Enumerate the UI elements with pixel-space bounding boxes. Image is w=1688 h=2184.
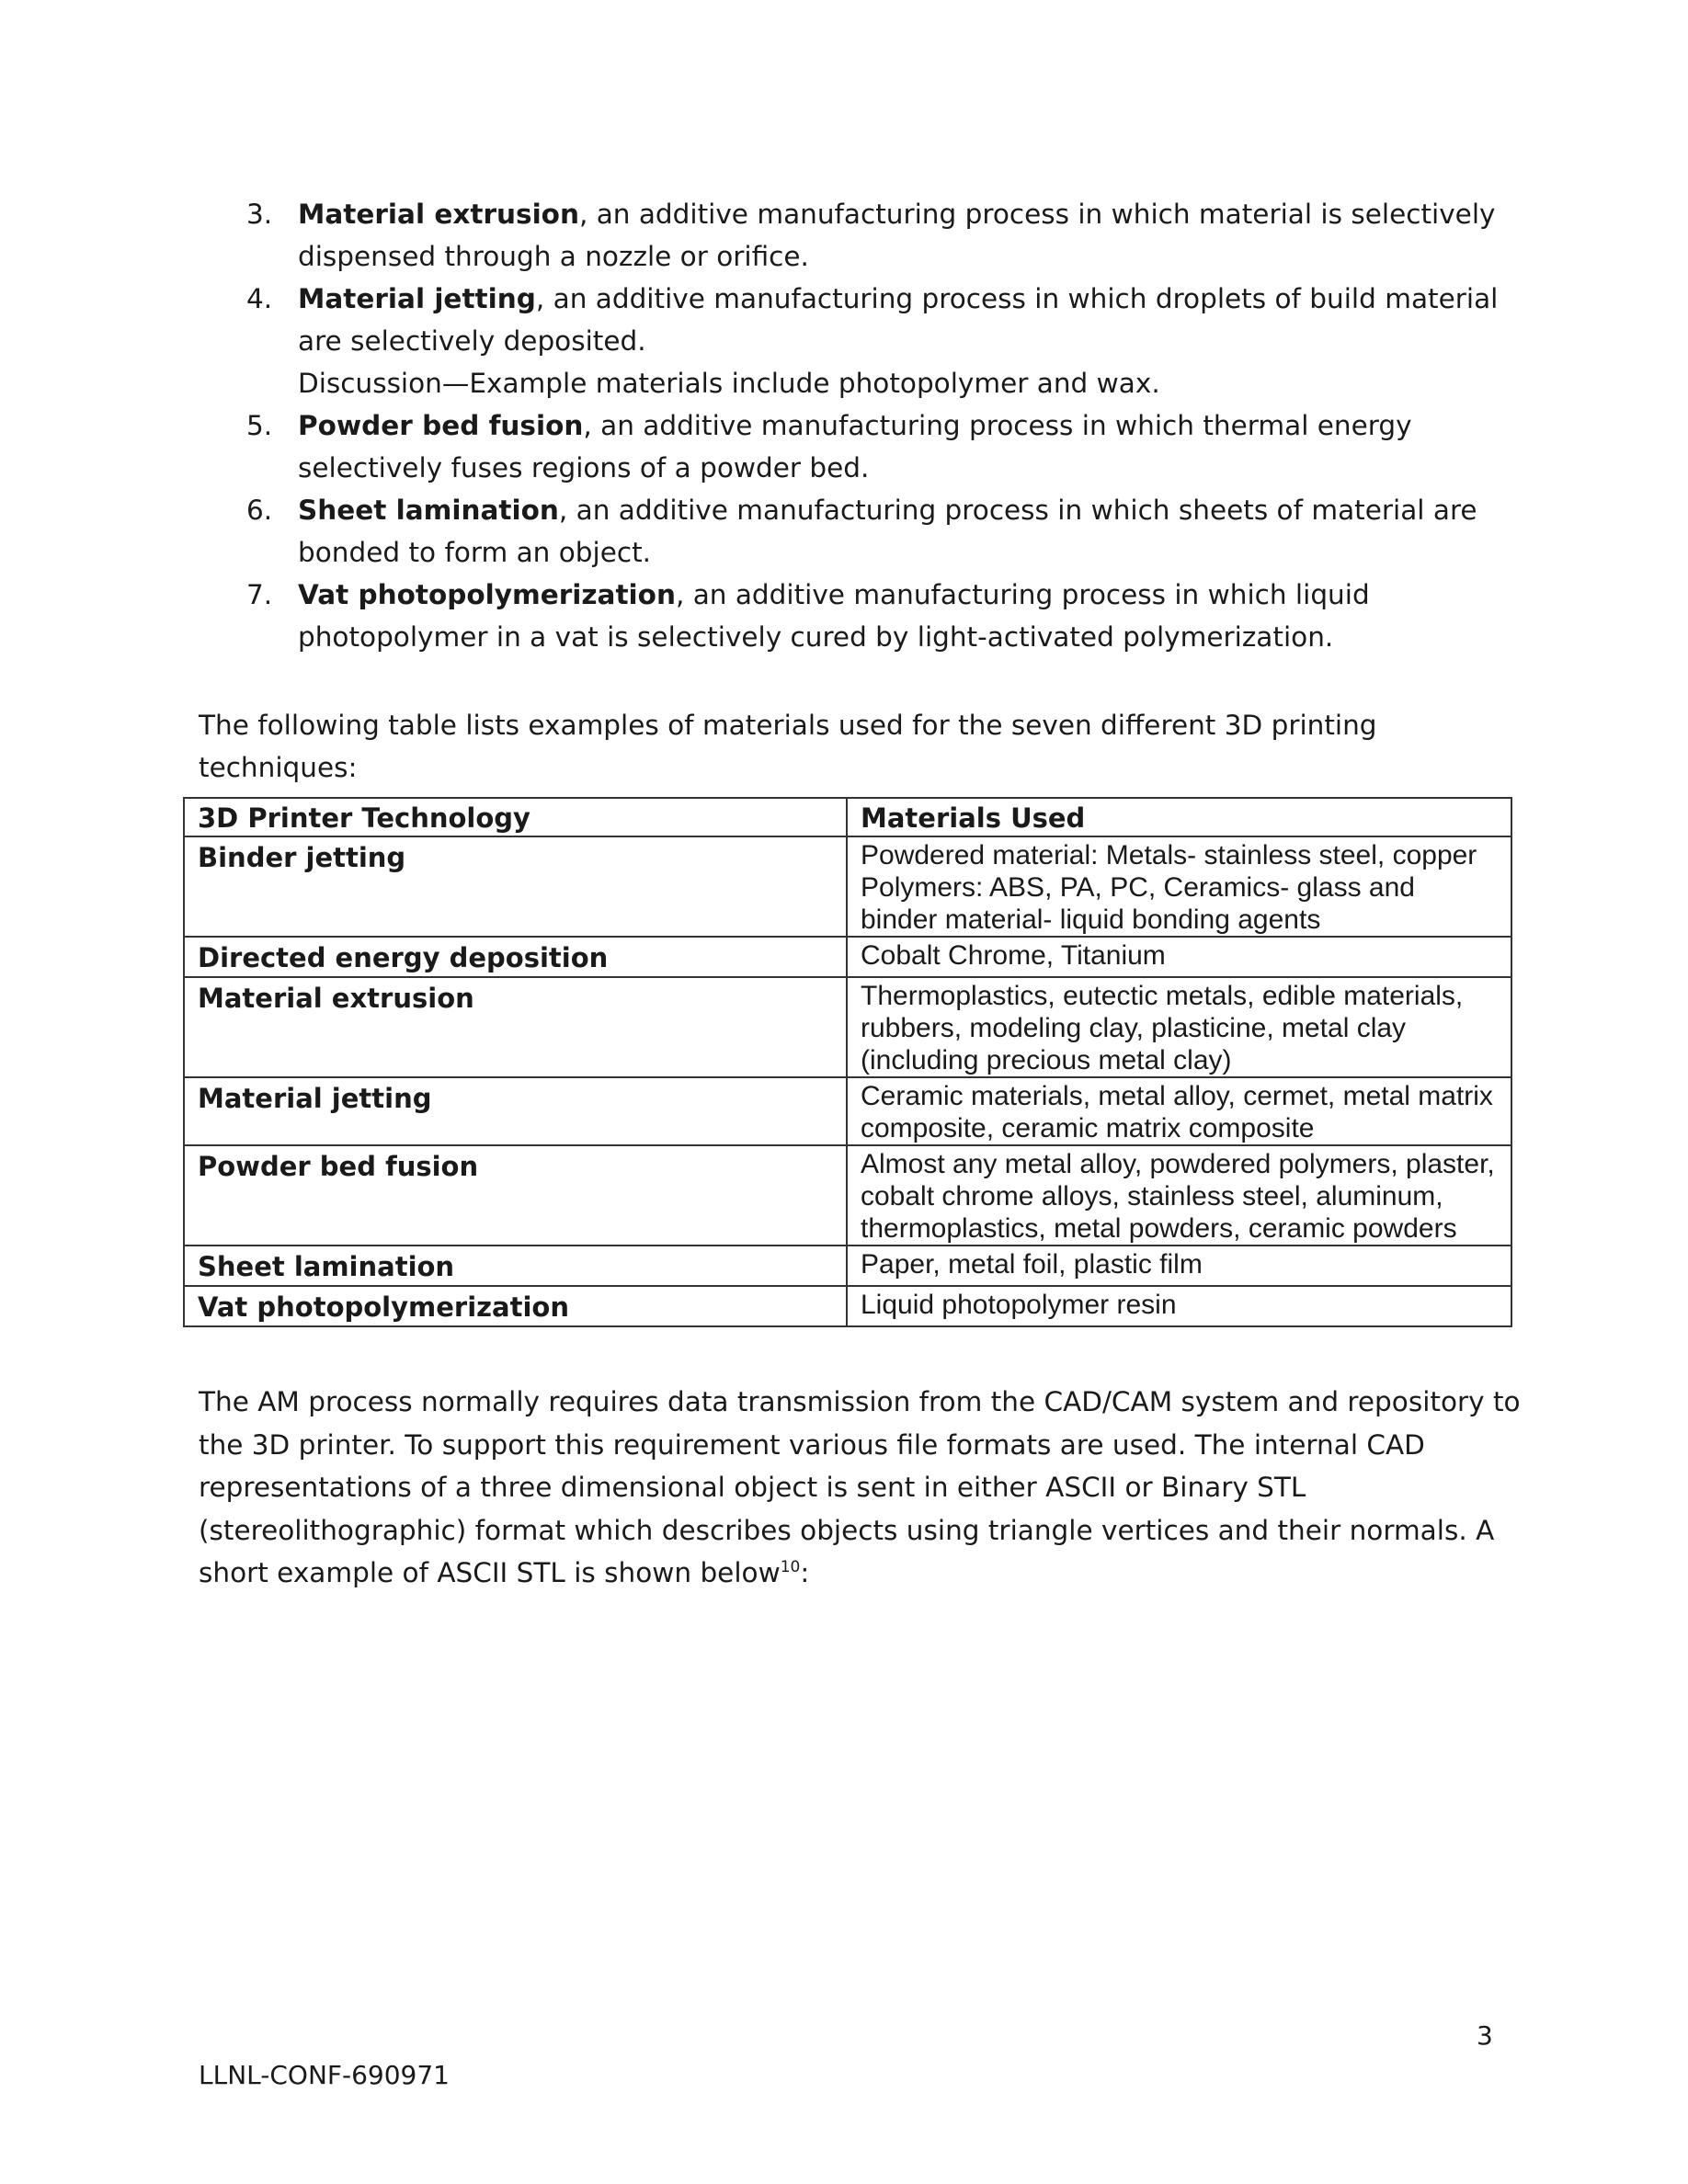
document-id-footer: LLNL-CONF-690971: [199, 2060, 450, 2090]
list-text: , an additive manufacturing process in which thermal energy selectively fuses regions of a powder bed.: [298, 410, 1412, 483]
table-row: [184, 937, 1511, 977]
table-row: [184, 1286, 1511, 1326]
table-intro: The following table lists examples of materials used for the seven different 3D printing techniques:: [199, 710, 1377, 783]
list-text: , an additive manufacturing process in which sheets of material are bonded to form an object.: [298, 495, 1477, 568]
cell-materials: Cobalt Chrome, Titanium: [847, 937, 1511, 977]
cell-technology: Directed energy deposition: [184, 937, 847, 977]
list-note: Discussion—Example materials include photopolymer and wax.: [298, 368, 1160, 399]
header-materials: Materials Used: [847, 798, 1511, 836]
header-technology: 3D Printer Technology: [184, 798, 847, 836]
footnote-ref[interactable]: 10: [780, 1558, 801, 1577]
cell-technology: Material extrusion: [184, 977, 847, 1077]
page-number: 3: [1477, 2020, 1493, 2051]
table-row: [184, 1077, 1511, 1145]
cell-technology: Powder bed fusion: [184, 1145, 847, 1246]
list-term: Material jetting: [298, 283, 536, 314]
list-term: Sheet lamination: [298, 495, 559, 526]
list-text: , an additive manufacturing process in which liquid photopolymer in a vat is selectively cured by light-activated polymerization.: [298, 579, 1370, 653]
list-number: 7.: [246, 579, 273, 610]
table-row: [184, 836, 1511, 937]
cell-materials: Almost any metal alloy, powdered polymers, plaster, cobalt chrome alloys, stainless steel, aluminum, thermoplastics, metal powders, ceramic powders: [847, 1145, 1511, 1246]
cell-technology: Binder jetting: [184, 836, 847, 937]
list-item: [246, 193, 1506, 278]
table-header-row: [184, 798, 1511, 836]
list-term: Powder bed fusion: [298, 410, 584, 441]
list-item: [246, 404, 1506, 489]
list-number: 6.: [246, 495, 273, 526]
list-term: Vat photopolymerization: [298, 579, 676, 610]
cell-technology: Material jetting: [184, 1077, 847, 1145]
cell-materials: Paper, metal foil, plastic film: [847, 1246, 1511, 1286]
table-row: [184, 1145, 1511, 1246]
list-number: 3.: [246, 199, 273, 230]
numbered-list: [246, 193, 1506, 658]
list-item: [246, 489, 1506, 574]
list-number: 4.: [246, 283, 273, 314]
cell-materials: Powdered material: Metals- stainless steel, copper Polymers: ABS, PA, PC, Ceramics- glass and binder material- liquid bonding agents: [847, 836, 1511, 937]
table-row: [184, 977, 1511, 1077]
materials-table: [183, 797, 1512, 1327]
list-number: 5.: [246, 410, 273, 441]
list-item: [246, 574, 1506, 658]
list-text: , an additive manufacturing process in which droplets of build material are selectively deposited.: [298, 283, 1499, 357]
list-term: Material extrusion: [298, 199, 579, 230]
paragraph-text: The AM process normally requires data transmission from the CAD/CAM system and repository to the 3D printer. To support this requirement various file formats are used. The internal CAD representations of a three dimensional object is sent in either ASCII or Binary STL (stereolithographic) format which describes objects using triangle vertices and their normals. A short example of ASCII STL is shown below: [199, 1386, 1521, 1588]
table-row: [184, 1246, 1511, 1286]
body-paragraph: [199, 1381, 1523, 1595]
list-item: [246, 278, 1506, 404]
list-text: , an additive manufacturing process in which material is selectively dispensed through a nozzle or orifice.: [298, 199, 1496, 272]
cell-materials: Thermoplastics, eutectic metals, edible materials, rubbers, modeling clay, plasticine, metal clay (including precious metal clay): [847, 977, 1511, 1077]
cell-materials: Liquid photopolymer resin: [847, 1286, 1511, 1326]
paragraph-tail: :: [800, 1557, 810, 1588]
cell-materials: Ceramic materials, metal alloy, cermet, metal matrix composite, ceramic matrix composite: [847, 1077, 1511, 1145]
cell-technology: Vat photopolymerization: [184, 1286, 847, 1326]
cell-technology: Sheet lamination: [184, 1246, 847, 1286]
